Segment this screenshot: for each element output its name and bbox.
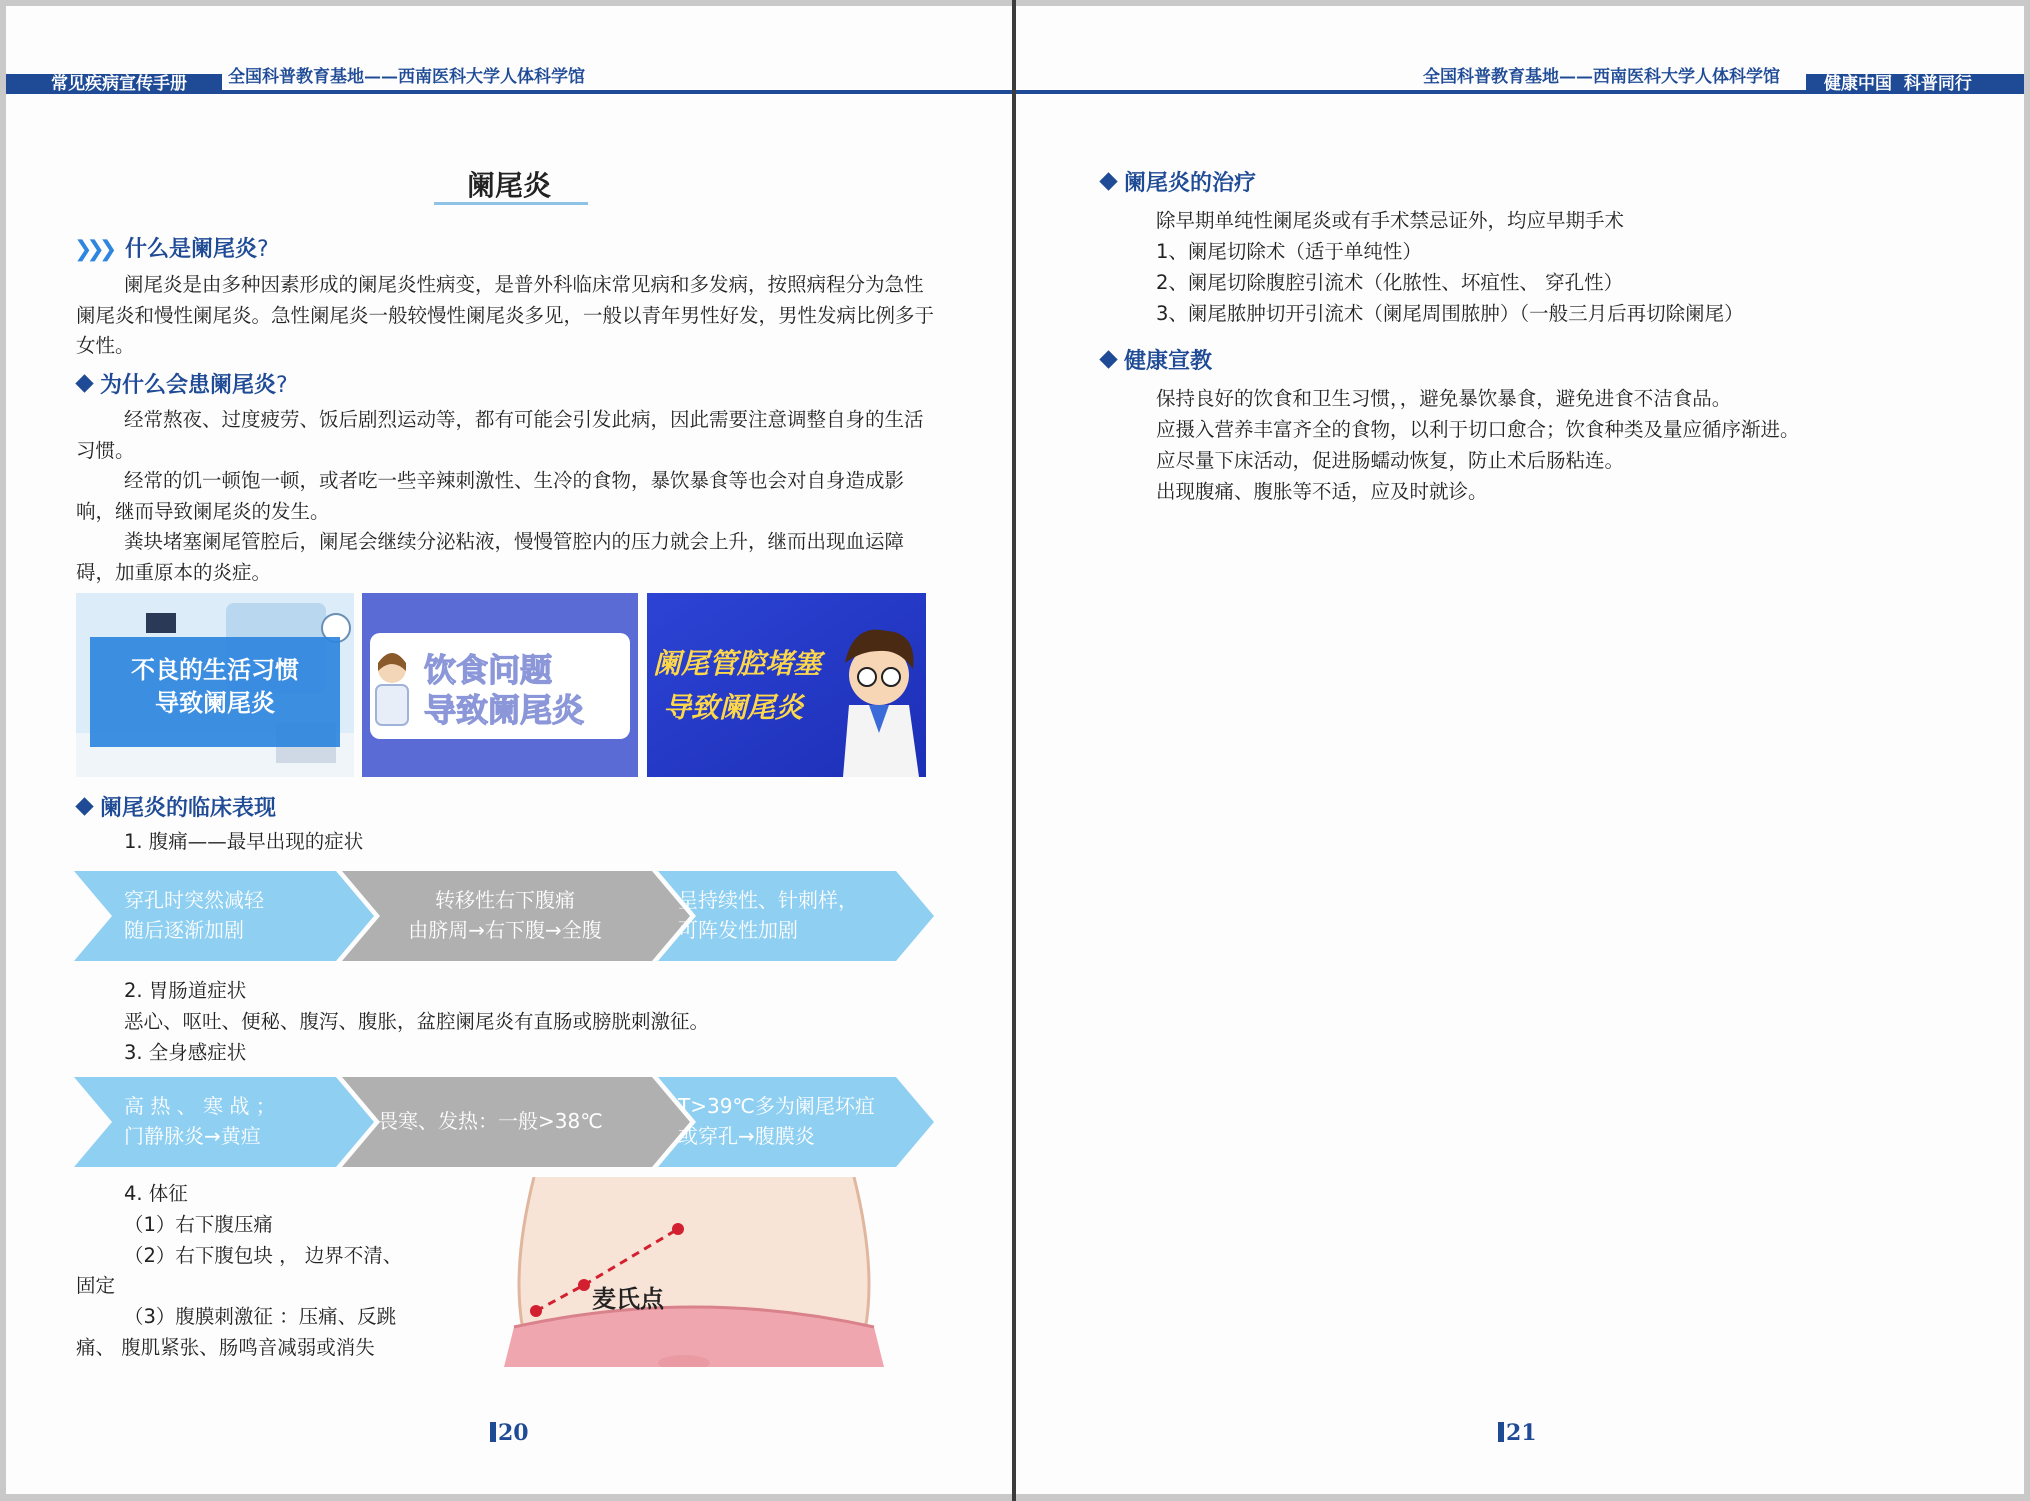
- section-why-paragraph-3: 粪块堵塞阑尾管腔后，阑尾会继续分泌粘液，慢慢管腔内的压力就会上升，继而出现血运障碍，加重原本的炎症。: [76, 530, 905, 584]
- treatment-line-4: 3、阑尾脓肿切开引流术（阑尾周围脓肿）（一般三月后再切除阑尾）: [1156, 302, 1744, 325]
- section-health-heading: 健康宣教: [1102, 344, 1212, 375]
- base-name: 全国科普教育基地——西南医科大学人体科学馆: [1423, 66, 1780, 94]
- diamond-bullet-icon: [75, 374, 93, 392]
- section-why-heading: 为什么会患阑尾炎?: [78, 368, 288, 399]
- page-number-right: 21: [1498, 1420, 1537, 1446]
- flow1-step-2: 转移性右下腹痛 由脐周→右下腹→全腹: [408, 888, 602, 942]
- image-3-line1: 阑尾管腔堵塞: [653, 647, 822, 680]
- treatment-line-2: 1、阑尾切除术（适于单纯性）: [1156, 240, 1422, 263]
- sign-3: （3）腹膜刺激征 ：压痛、反跳: [124, 1305, 397, 1328]
- treatment-line-1: 除早期单纯性阑尾炎或有手术禁忌证外，均应早期手术: [1156, 209, 1625, 232]
- page-right: [1016, 6, 2024, 1494]
- section-treatment-heading: 阑尾炎的治疗: [1102, 166, 1256, 197]
- diamond-bullet-icon: [1099, 172, 1117, 190]
- section-why-paragraph-1: 经常熬夜、过度疲劳、饭后剧烈运动等，都有可能会引发此病，因此需要注意调整自身的生活习惯。: [76, 408, 924, 462]
- image-1-line1: 不良的生活习惯: [131, 655, 299, 684]
- sign-2: （2）右下腹包块 ， 边界不清、: [124, 1244, 403, 1267]
- symptom-item-3: 3. 全身感症状: [124, 1041, 247, 1064]
- section-what-heading: ❯❯❯ 什么是阑尾炎?: [74, 237, 269, 262]
- mcburney-point-diagram: [474, 1177, 926, 1367]
- image-2-line2: 导致阑尾炎: [424, 691, 585, 729]
- symptom-item-2-desc: 恶心、呕吐、便秘、腹泻、腹胀，盆腔阑尾炎有直肠或膀胱刺激征。: [124, 1010, 710, 1033]
- health-line-3: 应尽量下床活动，促进肠蠕动恢复，防止术后肠粘连。: [1156, 449, 1625, 472]
- blockage-illustration: [647, 593, 926, 777]
- booklet-name: 常见疾病宣传手册: [51, 74, 187, 94]
- sign-3-cont: 痛、 腹肌紧张、肠鸣音减弱或消失: [76, 1336, 375, 1359]
- mcburney-label: 麦氏点: [592, 1284, 664, 1313]
- health-line-4: 出现腹痛、腹胀等不适，应及时就诊。: [1156, 480, 1488, 503]
- flow2-step-1: 高 热 、 寒 战 ； 门静脉炎→黄疸: [124, 1094, 276, 1148]
- image-bad-habits: [76, 593, 354, 777]
- health-line-1: 保持良好的饮食和卫生习惯，，避免暴饮暴食，避免进食不洁食品。: [1156, 387, 1732, 410]
- page-number-marker: [1498, 1422, 1504, 1442]
- image-3-line2: 导致阑尾炎: [663, 691, 804, 724]
- image-blockage: [647, 593, 926, 777]
- symptom-item-1: 1. 腹痛——最早出现的症状: [124, 830, 364, 853]
- section-what-paragraph: 阑尾炎是由多种因素形成的阑尾炎性病变，是普外科临床常见病和多发病，按照病程分为急性阑尾炎和慢性阑尾炎。急性阑尾炎一般较慢性阑尾炎多见，一般以青年男性好发，男性发病比例多于女性。: [76, 273, 935, 357]
- flow1-step-1: 穿孔时突然减轻 随后逐渐加剧: [124, 888, 264, 942]
- diamond-bullet-icon: [75, 797, 93, 815]
- page-number-left: 20: [490, 1420, 529, 1446]
- flow2-step-2: 畏寒、发热：一般>38℃: [378, 1109, 603, 1133]
- flow2-step-3: T>39℃多为阑尾坏疽 或穿孔→腹膜炎: [678, 1094, 875, 1148]
- diet-illustration: [362, 593, 638, 777]
- page-title: 阑尾炎: [466, 169, 551, 202]
- diamond-bullet-icon: [1099, 350, 1117, 368]
- double-chevron-icon: ❯❯❯: [74, 237, 112, 262]
- base-name: 全国科普教育基地——西南医科大学人体科学馆: [228, 66, 585, 94]
- treatment-line-3: 2、阑尾切除腹腔引流术（化脓性、坏疽性、 穿孔性）: [1156, 271, 1624, 294]
- image-2-line1: 饮食问题: [424, 651, 553, 689]
- bad-habits-illustration: [76, 593, 354, 777]
- section-clinical-heading: 阑尾炎的临床表现: [78, 791, 276, 822]
- health-line-2: 应摄入营养丰富齐全的食物，以利于切口愈合；饮食种类及量应循序渐进。: [1156, 418, 1800, 441]
- page-left: [6, 6, 1012, 1494]
- header-right: [1016, 66, 2024, 96]
- sign-2-cont: 固定: [76, 1274, 116, 1297]
- flow1-step-3: 呈持续性、针刺样， 可阵发性加剧: [678, 888, 858, 942]
- symptom-item-2: 2. 胃肠道症状: [124, 979, 247, 1002]
- image-1-line2: 导致阑尾炎: [155, 688, 275, 717]
- header-left: [6, 66, 1012, 96]
- page-number-marker: [490, 1422, 496, 1442]
- sign-1: （1）右下腹压痛: [124, 1213, 273, 1236]
- section-why-paragraph-2: 经常的饥一顿饱一顿，或者吃一些辛辣刺激性、生冷的食物，暴饮暴食等也会对自身造成影响，继而导致阑尾炎的发生。: [76, 469, 905, 523]
- image-diet: [362, 593, 638, 777]
- slogan: 健康中国 科普同行: [1824, 74, 1972, 94]
- symptom-item-4: 4. 体征: [124, 1182, 188, 1205]
- title-underline: [434, 202, 588, 205]
